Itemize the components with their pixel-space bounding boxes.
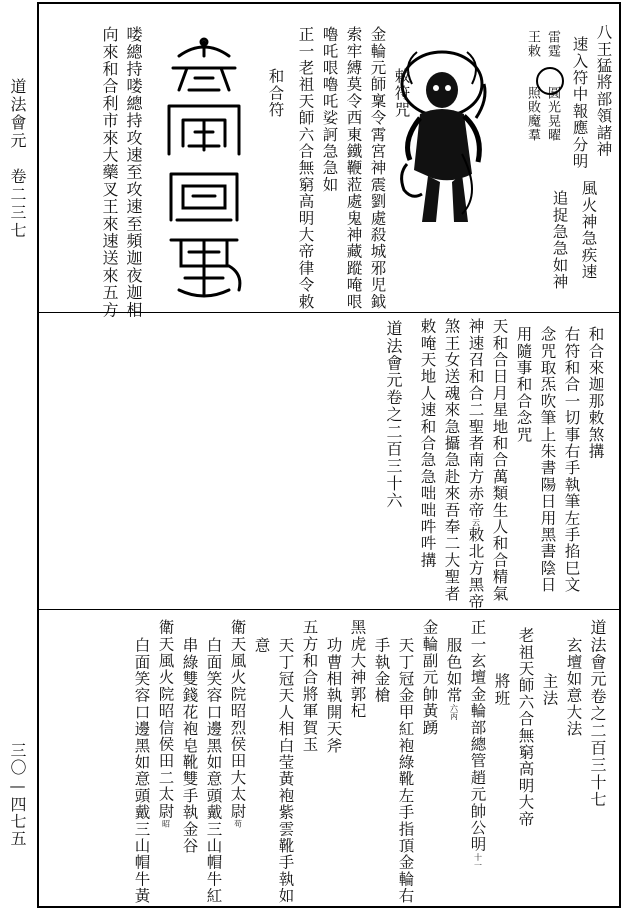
text-column: 金輪元師稟令霄宮神震劉處殺城邪児鉞 [368, 26, 387, 310]
left-margin [0, 0, 36, 913]
panel-middle [39, 314, 619, 610]
text-column: 手執金槍 [372, 637, 391, 704]
text-column: 串綠雙錢花袍皂靴雙手執金谷 [180, 637, 199, 855]
text-column: 天丁冠天人相白莹黃袍紫雲靴手執如 [276, 637, 295, 905]
text-column: 黑虎大神郭杞 [348, 619, 367, 720]
running-title: 道法會元 卷二三七 [8, 78, 27, 240]
text-column: 風火神急疾速 [579, 180, 598, 281]
text-column: 神速召和合二聖者南方赤帝云敕北方黑帝 [466, 318, 485, 610]
text-column: 意 [252, 637, 271, 654]
text-column: 向來和合利市來大藥叉王來速送來五方 [100, 26, 119, 319]
text-column: 王敕 照敗魔羣 [525, 30, 540, 142]
text-column: 速入符中報應分明 [570, 36, 589, 170]
annotation-note: 六丙 [449, 703, 459, 720]
text-column: 和合來迦那敕煞搆 [586, 326, 605, 460]
panel-divider [39, 312, 619, 313]
text-column: 用隨事和合念咒 [514, 326, 533, 443]
text-column: 索牢縛莫令西東鐵鞭蒞處鬼神藏蹤唵哏 [344, 26, 363, 310]
annotation-note: 十一 [473, 852, 483, 869]
scroll-end-title: 道法會元卷之二百三十六 [384, 320, 403, 510]
text-column: 念咒取炁吹筆上朱書陽日用黑書陰日 [538, 326, 557, 594]
annotation-note: 云 [471, 518, 481, 527]
text-column: 白面笑容口邊黑如意頭戴三山帽牛紅 [204, 637, 223, 905]
panel-top [39, 4, 619, 319]
text-column: 喽總持喽總持攻速至攻速至頻迦夜迦相 [124, 26, 143, 319]
section-heading: 主法 [540, 673, 559, 707]
right-margin [622, 0, 640, 913]
panel-bottom [39, 611, 619, 906]
text-column: 追捉急急如神 [550, 190, 569, 291]
section-heading: 敕符咒 [392, 68, 411, 119]
text-column: 八王猛將部領諸神 [594, 24, 613, 158]
text-column: 老祖天師六合無窮高明大帝 [516, 627, 535, 828]
section-heading: 和合符 [266, 68, 285, 119]
text-column: 天和合日月星地和合萬類生人和合精氣 [490, 318, 509, 602]
annotation-note: 昭 [161, 819, 171, 828]
text-column: 衛天風火院昭烈侯田大太尉苟 [228, 619, 247, 828]
circle-seal [536, 67, 564, 95]
text-column: 嚕吒哏嚕吒娑訶急急如 [320, 26, 339, 193]
text-column: 敕唵天地人速和合急急咄咄吽吽搆 [418, 318, 437, 569]
text-column: 煞王女送魂來急攝急赴來吾奉二大聖者 [442, 318, 461, 602]
text-column: 服色如常六丙 [444, 637, 463, 720]
annotation-note: 苟 [233, 819, 243, 828]
section-heading: 將班 [492, 673, 511, 707]
text-column: 雷霆 圓光晃曜 [545, 30, 560, 142]
text-column: 正一老祖天師六合無窮高明大帝律令敕 [296, 26, 315, 310]
method-title: 玄壇如意大法 [564, 637, 583, 738]
text-column: 正一玄壇金輪部總管趙元帥公明十一 [468, 619, 487, 869]
page-number: 三〇—四七五 [8, 742, 27, 847]
scroll-title: 道法會元卷之二百三十七 [588, 619, 607, 809]
text-column: 功曹相執開天斧 [324, 637, 343, 754]
text-column: 衛天風火院昭信侯田二太尉昭 [156, 619, 175, 828]
panel-divider [39, 609, 619, 610]
text-column: 白面笑容口邊黑如意頭戴三山帽牛黃 [132, 637, 151, 905]
text-column: 右符和合一切事右手執筆左手掐巳文 [562, 326, 581, 594]
page-frame [37, 2, 621, 908]
text-column: 五方和合將軍賀玉 [300, 619, 319, 753]
text-column: 天丁冠金甲紅袍綠靴左手指頂金輪右 [396, 637, 415, 905]
talisman-seal-script [159, 34, 249, 304]
text-column: 金輪副元帥黃踴 [420, 619, 439, 736]
